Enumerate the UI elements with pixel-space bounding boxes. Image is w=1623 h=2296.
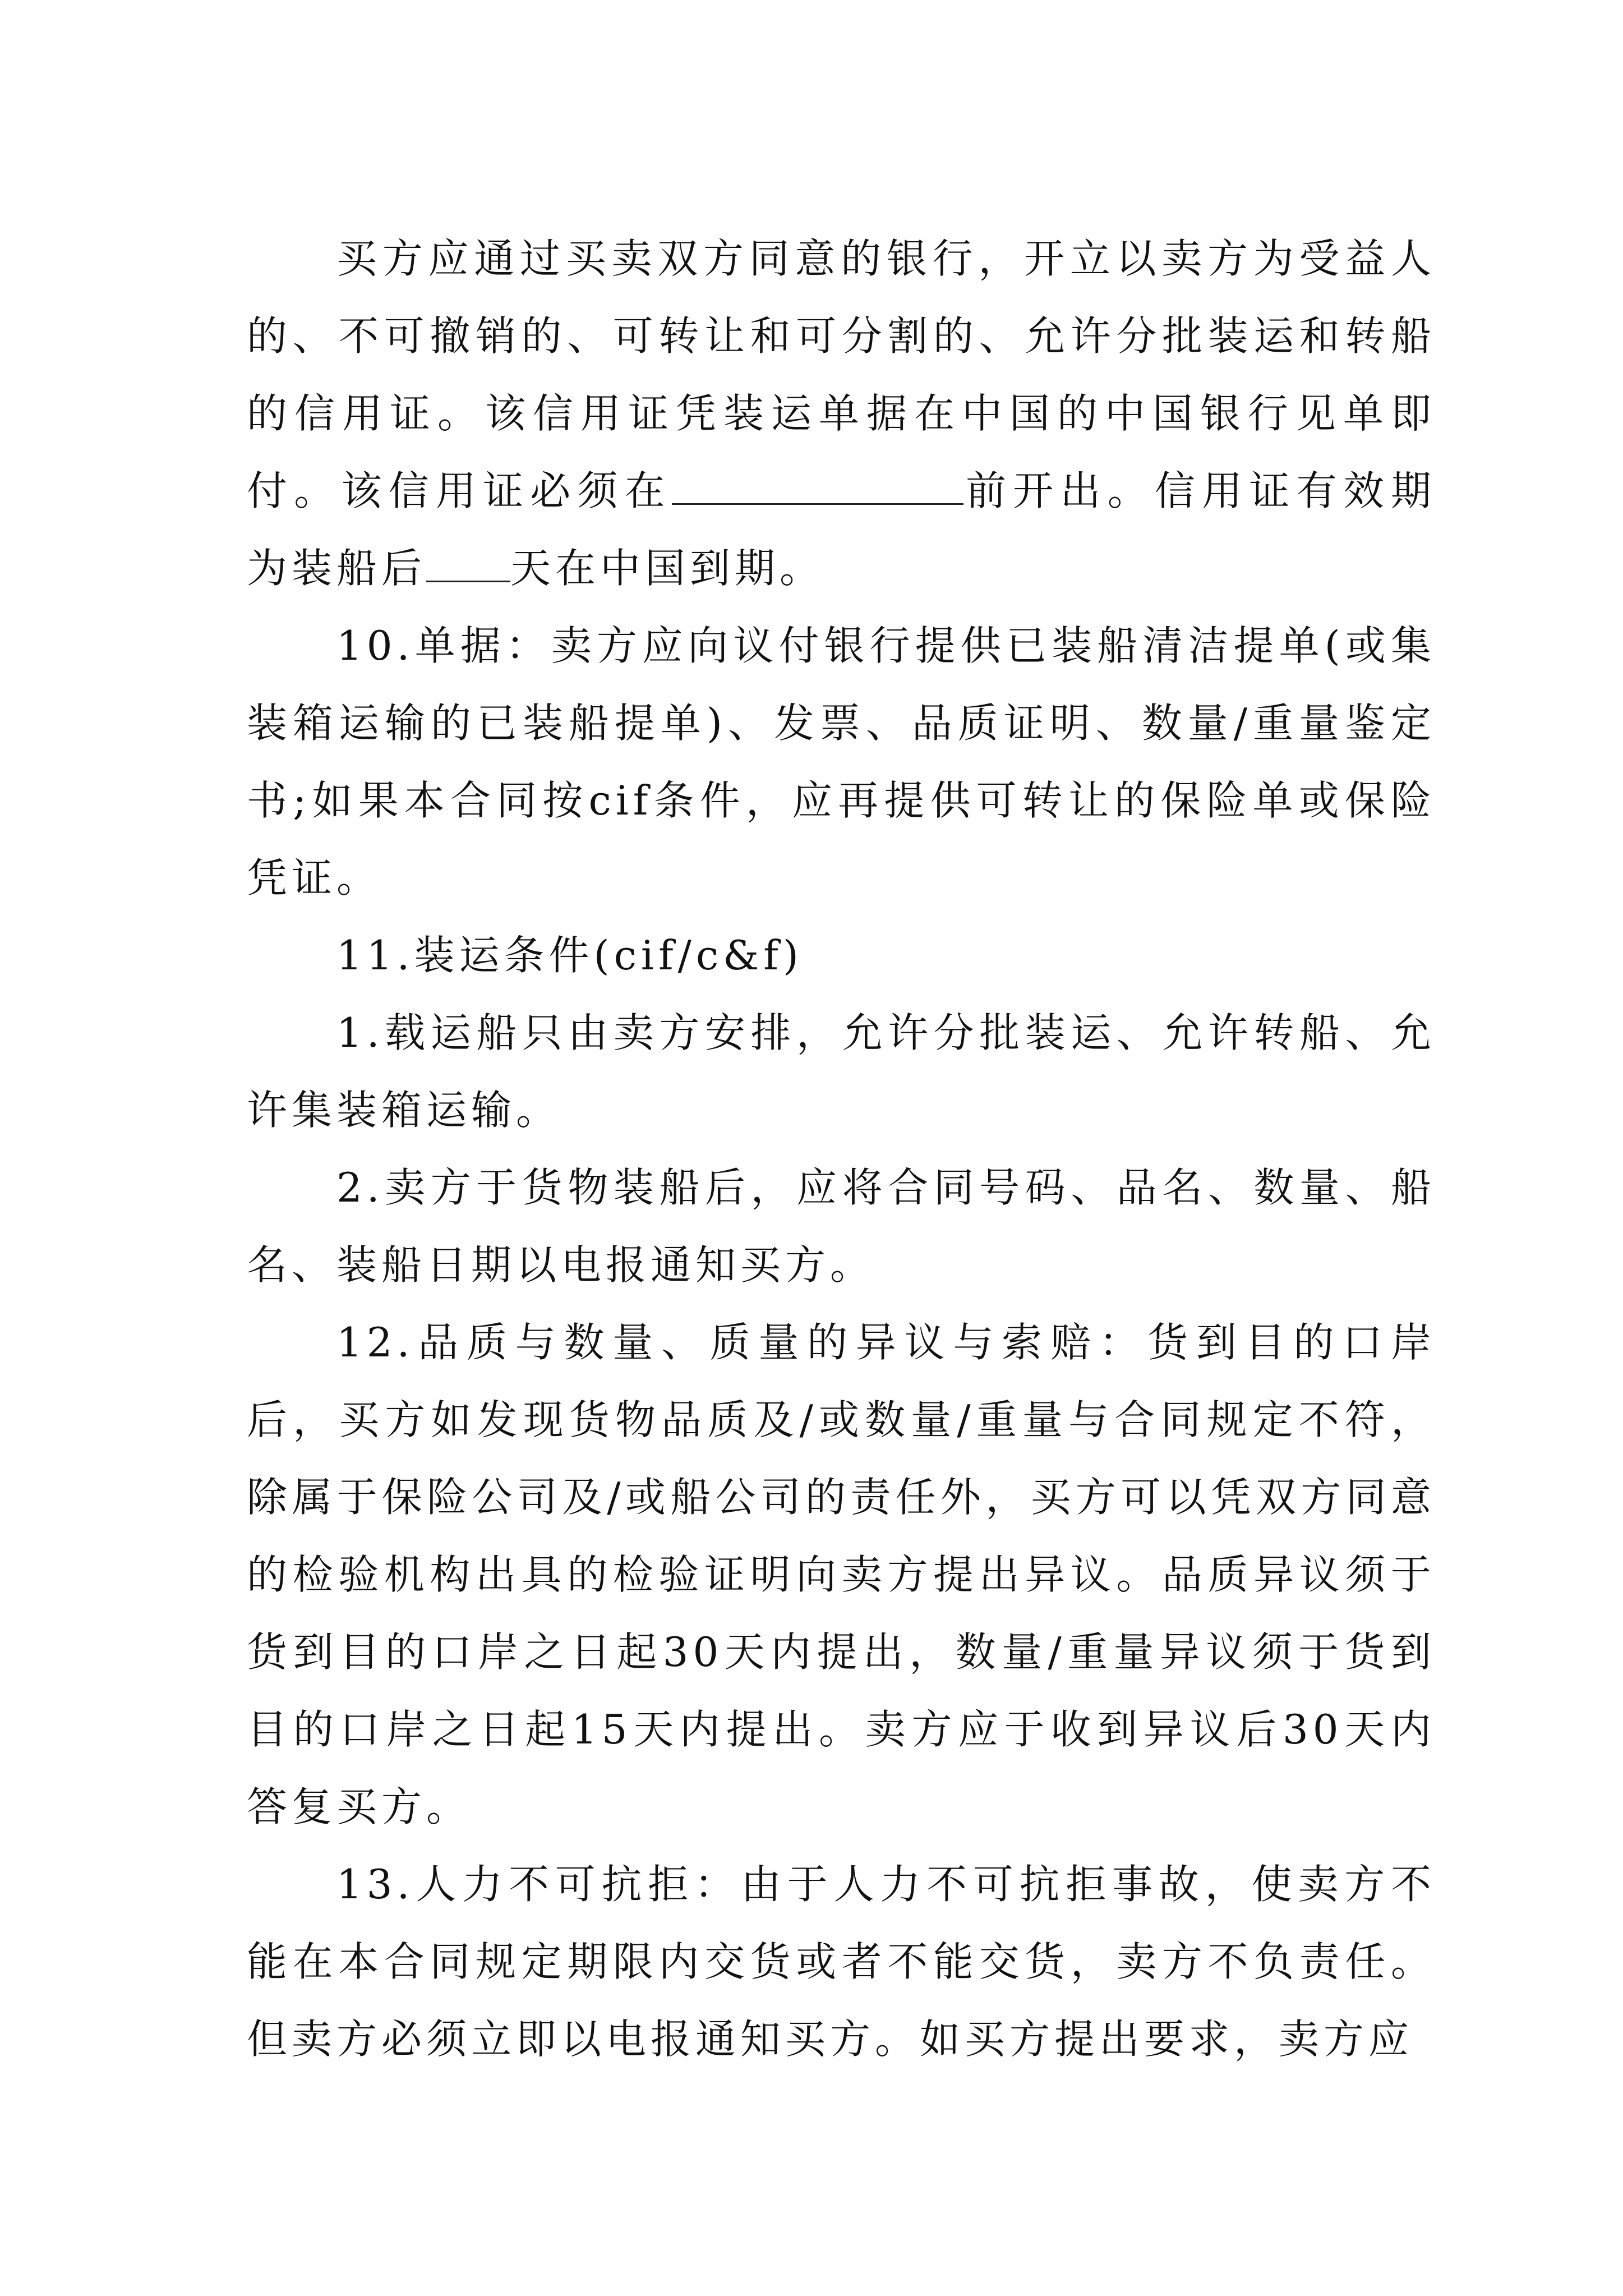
lc-text-part-2: 前开出。信用证有效期为装船后 (247, 467, 1436, 592)
paragraph-clause-11-heading: 11.装运条件(cif/c&f) (336, 932, 804, 979)
paragraph-clause-13-force-majeure: 13.人力不可抗拒：由于人力不可抗拒事故，使卖方不能在本合同规定期限内交货或者不能交货，卖方不负责任。但卖方必须立即以电报通知买方。如买方提出要求，卖方应 (247, 1861, 1436, 2063)
lc-text-part-1: 买方应通过买卖双方同意的银行，开立以卖方为受益人的、不可撤销的、可转让和可分割的、允许分批装运和转船的信用证。该信用证凭装运单据在中国的中国银行见单即付。该信用证必须在 (247, 235, 1436, 514)
paragraph-clause-11-item-2: 2.卖方于货物装船后，应将合同号码、品名、数量、船名、装船日期以电报通知买方。 (247, 1164, 1436, 1289)
paragraph-clause-11-item-1: 1.载运船只由卖方安排，允许分批装运、允许转船、允许集装箱运输。 (247, 1009, 1436, 1134)
paragraph-clause-12-claims: 12.品质与数量、质量的异议与索赔：货到目的口岸后，买方如发现货物品质及/或数量/重量与合同规定不符，除属于保险公司及/或船公司的责任外，买方可以凭双方同意的检验机构出具的检验证明向卖方提出异议。品质异议须于货到目的口岸之日起30天内提出，数量/重量异议须于货到目的口岸之日起15天内提出。卖方应于收到异议后30天内答复买方。 (247, 1319, 1436, 1830)
lc-issue-date-blank (672, 467, 963, 505)
paragraph-clause-10-documents: 10.单据：卖方应向议付银行提供已装船清洁提单(或集装箱运输的已装船提单)、发票、品质证明、数量/重量鉴定书;如果本合同按cif条件，应再提供可转让的保险单或保险凭证。 (247, 622, 1436, 901)
paragraph-letter-of-credit (247, 220, 1436, 607)
document-body (247, 220, 1436, 2078)
lc-text-part-3: 天在中国到期。 (510, 545, 825, 592)
lc-validity-days-blank (426, 544, 510, 582)
